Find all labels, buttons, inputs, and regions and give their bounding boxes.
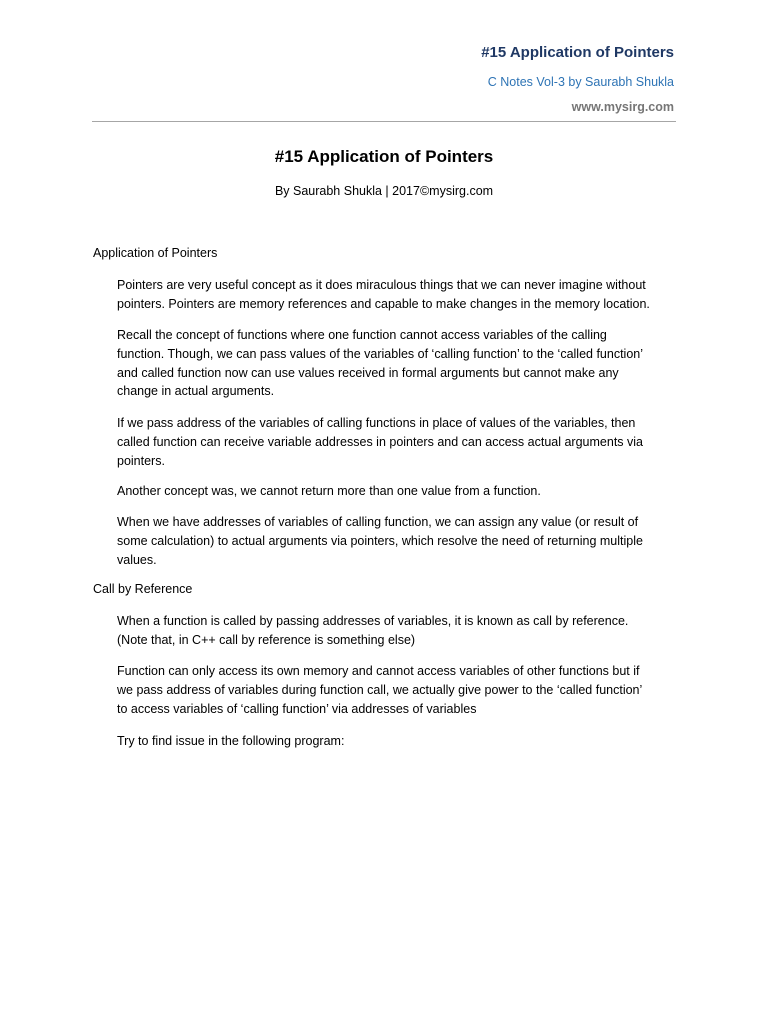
paragraph <box>117 513 682 569</box>
paragraph-line: Pointers are very useful concept as it does miraculous things that we can never imagine without <box>117 278 646 292</box>
section-heading: Call by Reference <box>93 582 193 596</box>
paragraph-line: values. <box>117 552 157 567</box>
paragraph-line: (Note that, in C++ call by reference is something else) <box>117 632 416 647</box>
document-title: #15 Application of Pointers <box>274 147 494 166</box>
paragraph-line: pointers. <box>117 453 165 468</box>
paragraph <box>117 482 682 501</box>
paragraph-line: to access variables of ‘calling function’ via addresses of variables <box>117 701 477 716</box>
paragraph-line: we pass address of variables during function call, we actually give power to the ‘called function’ <box>117 682 643 697</box>
header-subtitle: C Notes Vol-3 by Saurabh Shukla <box>487 75 674 89</box>
paragraph-line: Recall the concept of functions where one function cannot access variables of the calling <box>117 328 607 342</box>
paragraph <box>117 612 682 650</box>
header-divider <box>92 121 676 122</box>
paragraph-line: some calculation) to actual arguments via pointers, which resolve the need of returning multiple <box>117 533 643 548</box>
paragraph-line: pointers. Pointers are memory references and capable to make changes in the memory location. <box>117 296 650 311</box>
paragraph <box>117 732 682 751</box>
header-website: www.mysirg.com <box>571 100 674 114</box>
paragraph-line: and called function now can use values received in formal arguments but cannot make any <box>117 365 619 380</box>
paragraph-line: function. Though, we can pass values of the variables of ‘calling function’ to the ‘called function’ <box>117 346 644 361</box>
paragraph <box>117 326 682 401</box>
header-title: #15 Application of Pointers <box>481 44 674 61</box>
paragraph-line: Function can only access its own memory and cannot access variables of other functions but if <box>117 664 640 678</box>
paragraph-line: called function can receive variable addresses in pointers and can access actual arguments via <box>117 434 643 449</box>
paragraph <box>117 662 682 718</box>
section-heading: Application of Pointers <box>93 246 218 260</box>
paragraph-line: When we have addresses of variables of calling function, we can assign any value (or result of <box>117 515 639 529</box>
paragraph-line: Try to find issue in the following program: <box>117 734 345 748</box>
paragraph <box>117 414 682 470</box>
document-byline: By Saurabh Shukla | 2017©mysirg.com <box>274 184 494 198</box>
paragraph <box>117 276 682 314</box>
paragraph-line: When a function is called by passing addresses of variables, it is known as call by reference. <box>117 614 629 628</box>
paragraph-line: If we pass address of the variables of calling functions in place of values of the variables, then <box>117 416 636 430</box>
paragraph-line: change in actual arguments. <box>117 384 275 399</box>
paragraph-line: Another concept was, we cannot return more than one value from a function. <box>117 484 541 498</box>
